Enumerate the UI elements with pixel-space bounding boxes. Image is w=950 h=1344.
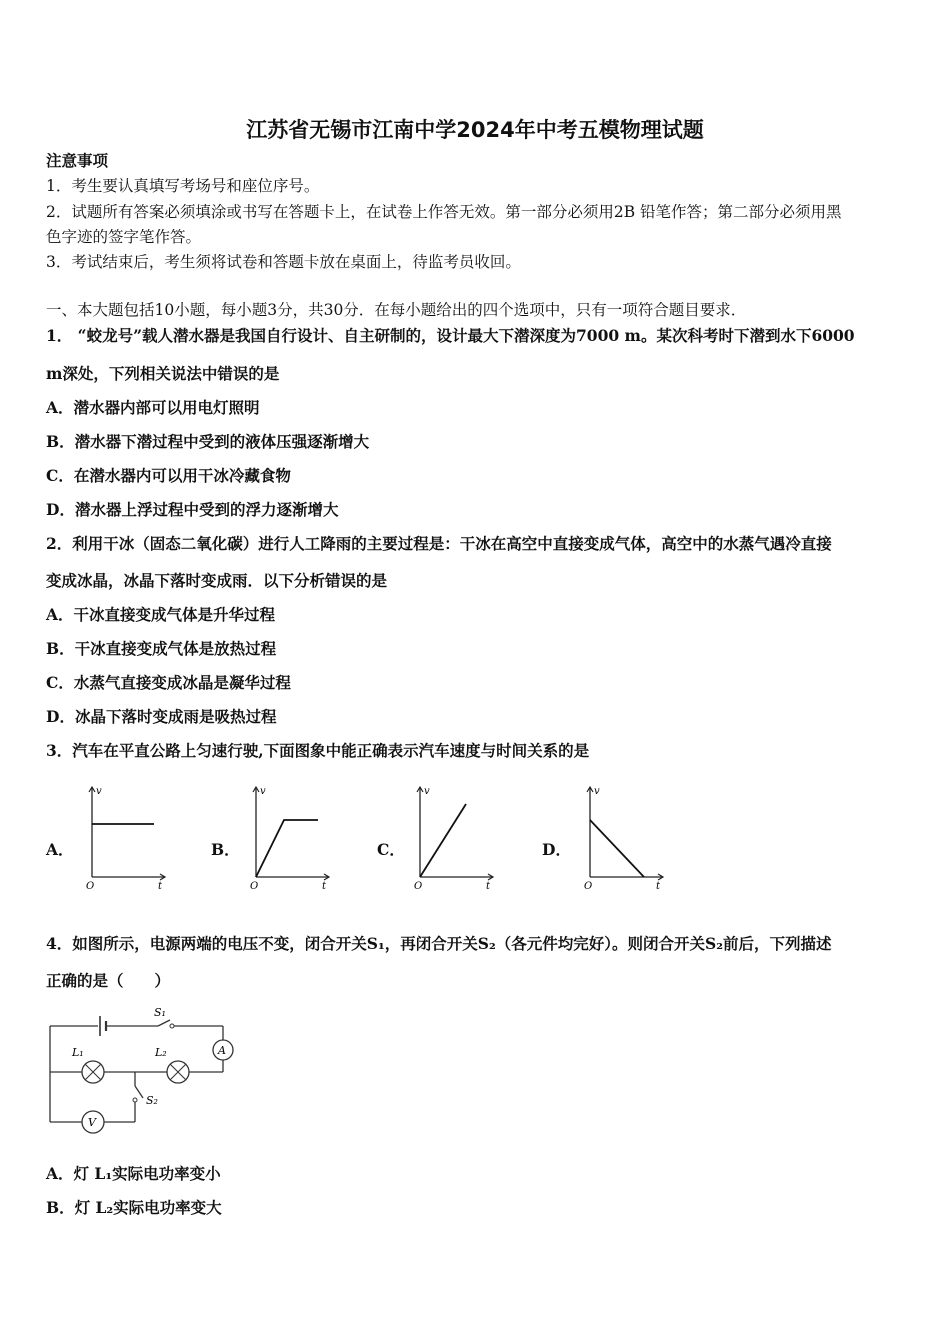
q1-option-d: D．潜水器上浮过程中受到的浮力逐渐增大 — [46, 500, 339, 519]
notice-heading: 注意事项 — [46, 151, 109, 170]
q3-graph-b-label: B． — [211, 840, 240, 859]
q3-graph-d-label: D． — [542, 840, 571, 859]
circuit-diagram — [40, 1000, 240, 1140]
switch-s1-blade — [158, 1020, 170, 1026]
q4-option-b: B．灯 L₂实际电功率变大 — [46, 1198, 222, 1217]
q4-stem-line2: 正确的是（ ） — [46, 971, 171, 990]
switch-s2-contact — [133, 1098, 137, 1102]
graph-a-t-label: t — [158, 881, 163, 892]
graph-c-v-label: v — [424, 786, 430, 797]
graph-b-curve — [256, 820, 318, 877]
q2-stem-line2: 变成冰晶，冰晶下落时变成雨．以下分析错误的是 — [46, 571, 388, 590]
q3-graph-d — [578, 782, 673, 892]
notice-item-2-cont: 色字迹的签字笔作答。 — [46, 228, 202, 246]
graph-d-v-label: v — [594, 786, 600, 797]
switch-s1-contact — [170, 1024, 174, 1028]
q1-option-c: C．在潜水器内可以用干冰冷藏食物 — [46, 466, 291, 485]
q1-stem-line2: m深处，下列相关说法中错误的是 — [46, 364, 280, 383]
q3-graph-c-label: C． — [377, 840, 405, 859]
q2-option-c: C．水蒸气直接变成冰晶是凝华过程 — [46, 673, 291, 692]
q1-stem-line1: 1． “蛟龙号”载人潜水器是我国自行设计、自主研制的，设计最大下潜深度为7000 m。某次科考时下潜到水下6000 — [46, 326, 855, 345]
notice-item-3: 3．考试结束后，考生须将试卷和答题卡放在桌面上，待监考员收回。 — [46, 253, 521, 271]
graph-a-v-label: v — [96, 786, 102, 797]
page-title: 江苏省无锡市江南中学2024年中考五模物理试题 — [246, 118, 704, 142]
graph-d-origin: O — [584, 881, 593, 892]
notice-item-2: 2．试题所有答案必须填涂或书写在答题卡上，在试卷上作答无效。第一部分必须用2B 铅笔作答；第二部分必须用黑 — [46, 203, 842, 221]
switch-s2-blade — [135, 1086, 143, 1098]
q2-option-b: B．干冰直接变成气体是放热过程 — [46, 639, 277, 658]
q3-graph-a-label: A． — [46, 840, 74, 859]
q3-graph-c — [408, 782, 503, 892]
voltmeter-label: V — [88, 1116, 96, 1129]
switch-s2-label: S₂ — [146, 1094, 158, 1107]
lamp-l1-label: L₁ — [72, 1046, 84, 1059]
q4-stem-line1: 4．如图所示，电源两端的电压不变，闭合开关S₁，再闭合开关S₂（各元件均完好）。则闭合开关S₂前后，下列描述 — [46, 934, 832, 953]
q1-option-b: B．潜水器下潜过程中受到的液体压强逐渐增大 — [46, 432, 370, 451]
graph-c-t-label: t — [486, 881, 491, 892]
q3-stem: 3．汽车在平直公路上匀速行驶,下面图象中能正确表示汽车速度与时间关系的是 — [46, 741, 590, 760]
ammeter-label: A — [218, 1044, 226, 1057]
section-heading: 一、本大题包括10小题，每小题3分，共30分．在每小题给出的四个选项中，只有一项符合题目要求． — [46, 301, 747, 319]
switch-s1-label: S₁ — [154, 1006, 166, 1019]
q1-option-a: A．潜水器内部可以用电灯照明 — [46, 398, 260, 417]
graph-d-curve — [590, 820, 644, 877]
graph-a-origin: O — [86, 881, 95, 892]
graph-c-origin: O — [414, 881, 423, 892]
q4-option-a: A．灯 L₁实际电功率变小 — [46, 1164, 221, 1183]
lamp-l2-label: L₂ — [155, 1046, 167, 1059]
graph-c-curve — [420, 804, 466, 877]
q3-graph-b — [244, 782, 339, 892]
notice-item-1: 1．考生要认真填写考场号和座位序号。 — [46, 177, 320, 195]
q2-option-a: A．干冰直接变成气体是升华过程 — [46, 605, 276, 624]
graph-b-origin: O — [250, 881, 259, 892]
graph-b-v-label: v — [260, 786, 266, 797]
q2-stem-line1: 2．利用干冰（固态二氧化碳）进行人工降雨的主要过程是：干冰在高空中直接变成气体，高空中的水蒸气遇冷直接 — [46, 534, 832, 553]
graph-d-t-label: t — [656, 881, 661, 892]
graph-b-t-label: t — [322, 881, 327, 892]
q2-option-d: D．冰晶下落时变成雨是吸热过程 — [46, 707, 277, 726]
q3-graph-a — [80, 782, 175, 892]
